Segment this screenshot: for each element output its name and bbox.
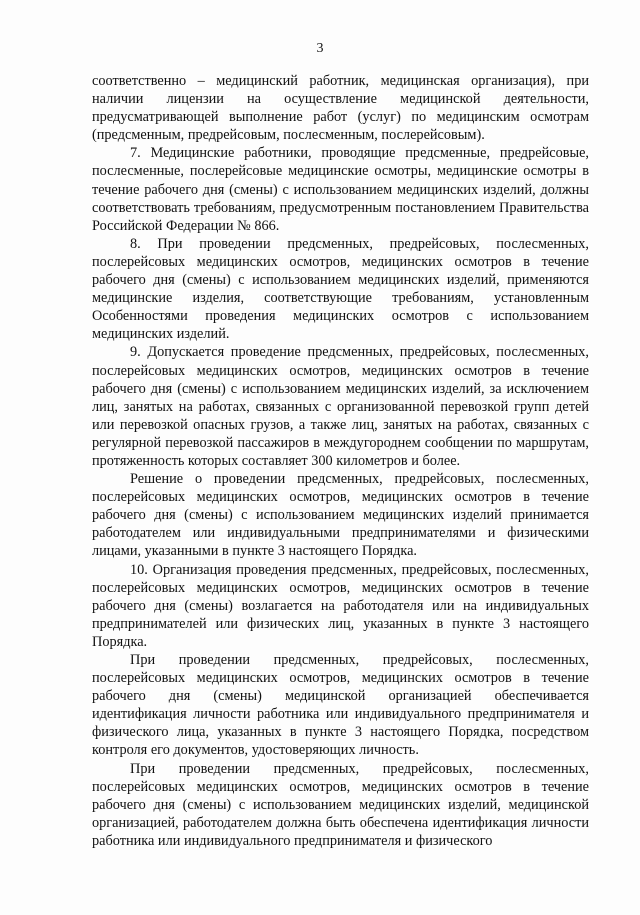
paragraph-item-10-devices: При проведении предсменных, предрейсовых, послесменных, послерейсовых медицинских осмотров, медицинских осмотров в течение рабочего дня (смены) с использованием медицинских изделий, медицинской организацией, работодателем должна быть обеспечена идентификация личности работника или индивидуального предпринимателя и физического: [92, 760, 589, 849]
paragraph-continuation: соответственно – медицинский работник, медицинская организация), при наличии лицензии на осуществление медицинской деятельности, предусматривающей выполнение работ (услуг) по медицинским осмотрам (предсменным, предрейсовым, послесменным, послерейсовым).: [92, 73, 589, 144]
paragraph-item-9: 9. Допускается проведение предсменных, предрейсовых, послесменных, послерейсовых медицинских осмотров, медицинских осмотров в течение рабочего дня (смены) с использованием медицинских изделий, за исключением лиц, занятых на работах, связанных с организованной перевозкой групп детей или перевозкой опасных грузов, а также лиц, занятых на работах, связанных с регулярной перевозкой пассажиров в междугороднем сообщении по маршрутам, протяженность которых составляет 300 километров и более.: [92, 344, 589, 469]
page-number: 3: [316, 41, 324, 56]
paragraph-item-7: 7. Медицинские работники, проводящие предсменные, предрейсовые, послесменные, послерейсовые медицинские осмотры, медицинские осмотры в течение рабочего дня (смены) с использованием медицинских изделий, должны соответствовать требованиям, предусмотренным постановлением Правительства Российской Федерации № 866.: [92, 145, 589, 234]
paragraph-item-8: 8. При проведении предсменных, предрейсовых, послесменных, послерейсовых медицинских осмотров, медицинских осмотров в течение рабочего дня (смены) с использованием медицинских изделий, применяются медицинские изделия, соответствующие требованиям, установленным Особенностями проведения медицинских осмотров с использованием медицинских изделий.: [92, 235, 589, 343]
paragraph-item-9-decision: Решение о проведении предсменных, предрейсовых, послесменных, послерейсовых медицинских осмотров, медицинских осмотров в течение рабочего дня (смены) с использованием медицинских изделий принимается работодателем или индивидуальными предпринимателями и физическими лицами, указанными в пункте 3 настоящего Порядка.: [92, 471, 589, 560]
paragraph-item-10: 10. Организация проведения предсменных, предрейсовых, послесменных, послерейсовых медицинских осмотров, медицинских осмотров в течение рабочего дня (смены) возлагается на работодателя или на индивидуальных предпринимателей или физических лиц, указанных в пункте 3 настоящего Порядка.: [92, 561, 589, 650]
document-body: [92, 72, 589, 850]
paragraph-item-10-identification: При проведении предсменных, предрейсовых, послесменных, послерейсовых медицинских осмотров, медицинских осмотров в течение рабочего дня (смены) медицинской организацией обеспечивается идентификация личности работника или индивидуального предпринимателя и физического лица, указанных в пункте 3 настоящего Порядка, посредством контроля его документов, удостоверяющих личность.: [92, 652, 589, 759]
